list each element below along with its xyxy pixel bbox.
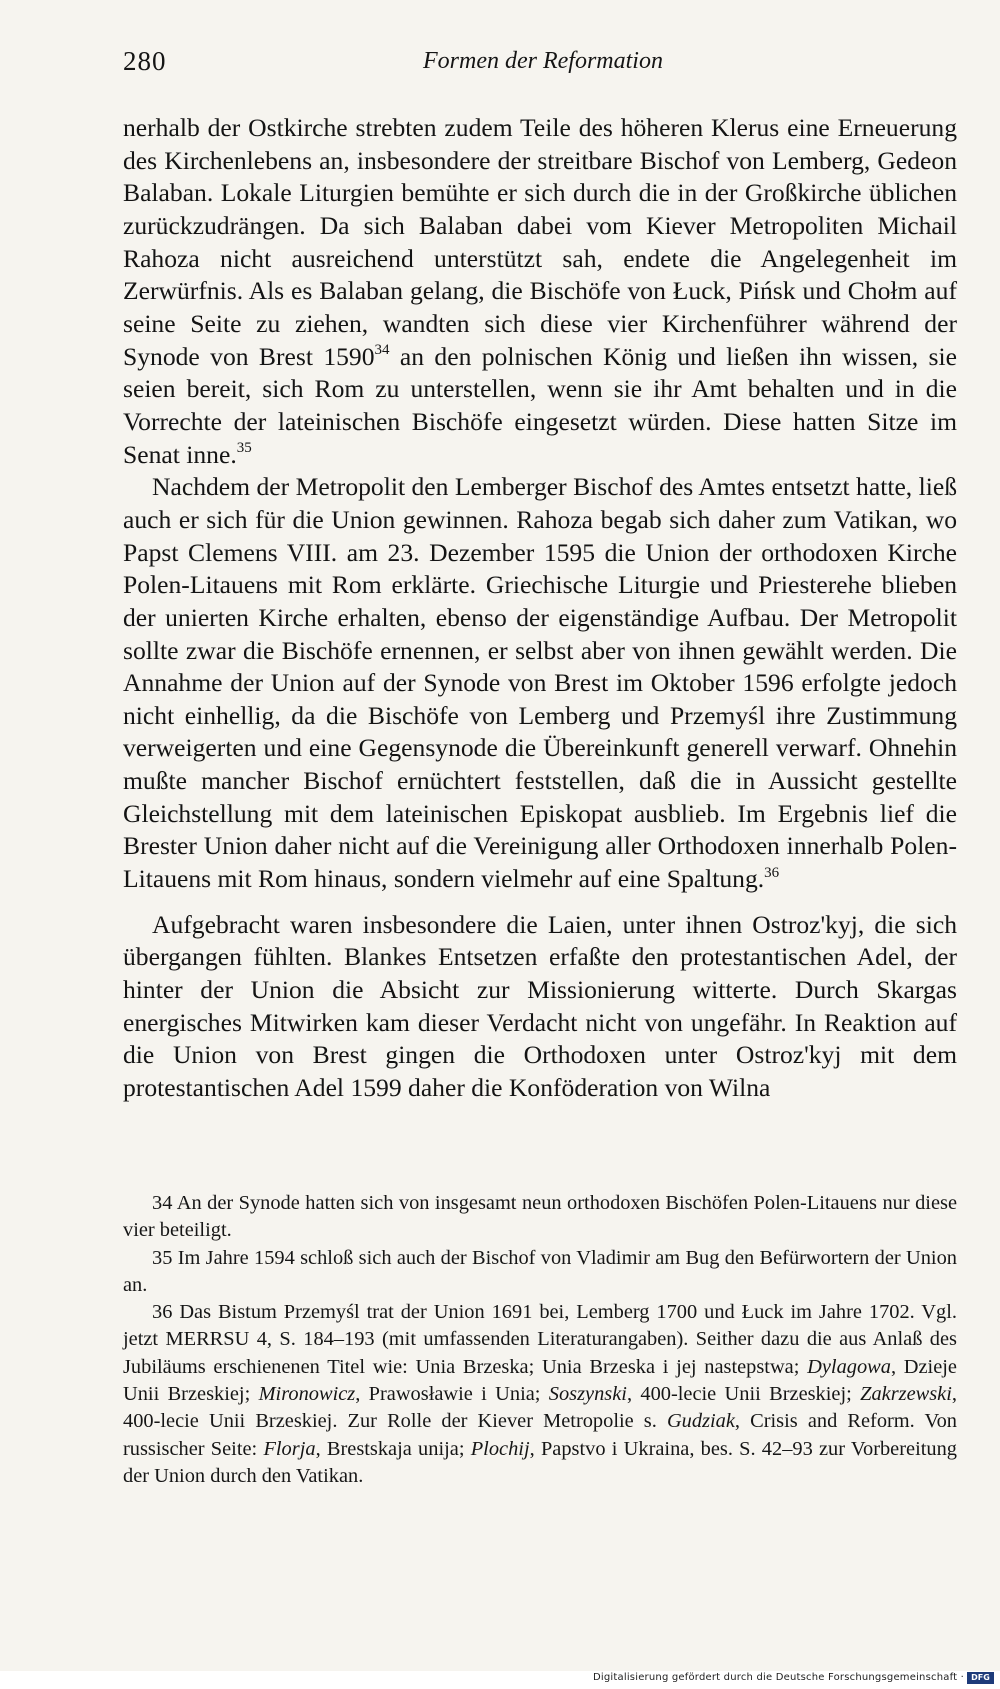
footnote-36-text: , Papstvo i Ukraina, bes. S. 42–93 zur Vorbereitung der Union durch den Vatikan. (123, 1437, 957, 1487)
page-header (123, 46, 953, 86)
digitization-credit: Digitalisierung gefördert durch die Deutsche Forschungsgemeinschaft · (593, 1672, 964, 1683)
footnotes (123, 1190, 957, 1490)
paragraph-3: Aufgebracht waren insbesondere die Laien, unter ihnen Ostroz'kyj, die sich übergangen fühlten. Blankes Entsetzen erfaßte den protestantischen Adel, der hinter der Union die Absicht zur Missionierung witterte. Durch Skargas energisches Mitwirken kam dieser Verdacht nicht von ungefähr. In Reaktion auf die Union von Brest gingen die Orthodoxen unter Ostroz'kyj mit dem protestantischen Adel 1599 daher die Konföderation von Wilna (123, 909, 957, 1103)
author-name: Florja (263, 1437, 316, 1460)
paragraph-1-text-b: an den polnischen König und ließen ihn wissen, sie seien bereit, sich Rom zu unterstellen, wenn sie ihr Amt behalten und in die Vorrechte der lateinischen Bischöfe eingesetzt würden. Diese hatten Sitze im Senat inne. (123, 341, 957, 469)
footnote-35: 35 Im Jahre 1594 schloß sich auch der Bischof von Vladimir am Bug den Befürwortern der Union an. (123, 1246, 957, 1296)
footnote-36-text: , 400-lecie Unii Brzeskiej; (626, 1383, 861, 1406)
paragraph-1 (123, 112, 957, 471)
page-number: 280 (123, 46, 167, 76)
author-name: Zakrzewski (860, 1383, 952, 1406)
main-text (123, 112, 957, 1105)
footnote-36-text: , Crisis and Reform. Von russischer Seite: (123, 1410, 957, 1460)
footnote-36 (123, 1299, 957, 1490)
author-name: Dylagowa (807, 1355, 891, 1378)
author-name: Mironowicz (258, 1383, 356, 1406)
author-name: Plochij (470, 1437, 530, 1460)
author-name: Gudziak (666, 1410, 735, 1433)
footnote-ref-34: 34 (374, 342, 390, 359)
dfg-logo-icon: DFG (967, 1672, 994, 1684)
footnote-36-text: , Prawosławie i Unia; (355, 1383, 549, 1406)
paragraph-1-text-a: nerhalb der Ostkirche strebten zudem Teile des höheren Klerus eine Erneuerung des Kirchenlebens an, insbesondere der streitbare Bischof von Lemberg, Gedeon Balaban. Lokale Liturgien bemühte er sich durch die in der Großkirche üblichen zurückzudrängen. Da sich Balaban dabei vom Kiever Metropoliten Michail Rahoza nicht ausreichend unterstützt sah, endete die Angelegenheit im Zerwürfnis. Als es Balaban gelang, die Bischöfe von Łuck, Pińsk und Chołm auf seine Seite zu ziehen, wandten sich diese vier Kirchenführer während der Synode von Brest 1590 (123, 113, 957, 371)
footnote-34: 34 An der Synode hatten sich von insgesamt neun orthodoxen Bischöfen Polen-Litauens nur diese vier beteiligt. (123, 1192, 957, 1242)
footnote-ref-36: 36 (764, 864, 780, 881)
footnote-36-text: , Brestskaja unija; (315, 1437, 471, 1460)
paragraph-2-text: Nachdem der Metropolit den Lemberger Bischof des Amtes entsetzt hatte, ließ auch er sich für die Union gewinnen. Rahoza begab sich daher zum Vatikan, wo Papst Clemens VIII. am 23. Dezember 1595 die Union der orthodoxen Kirche Polen-Litauens mit Rom erklärte. Griechische Liturgie und Priesterehe blieben der unierten Kirche erhalten, ebenso der eigenständige Aufbau. Der Metropolit sollte zwar die Bischöfe ernennen, er selbst aber von ihnen gewählt werden. Die Annahme der Union auf der Synode von Brest im Oktober 1596 erfolgte jedoch nicht einhellig, da die Bischöfe von Lemberg und Przemyśl ihre Zustimmung verweigerten und eine Gegensynode die Übereinkunft generell verwarf. Ohnehin mußte mancher Bischof ernüchtert feststellen, daß die in Aussicht gestellte Gleichstellung mit dem lateinischen Episkopat ausblieb. Im Ergebnis lief die Brester Union daher nicht auf die Vereinigung aller Orthodoxen innerhalb Polen-Litauens mit Rom hinaus, sondern vielmehr auf eine Spaltung. (123, 472, 957, 894)
footnote-36-text: 36 Das Bistum Przemyśl trat der Union 1691 bei, Lemberg 1700 und Łuck im Jahre 1702. Vgl. jetzt MERRSU 4, S. 184–193 (mit umfassenden Literaturangaben). Seither dazu die aus Anlaß des Jubiläums erschienenen Titel wie: Unia Brzeska; Unia Brzeska i jej nastepstwa; (123, 1301, 957, 1378)
running-title: Formen der Reformation (423, 48, 663, 74)
footnote-ref-35: 35 (236, 440, 252, 457)
footnote-36-text: , 400-lecie Unii Brzeskiej. Zur Rolle der Kiever Metropolie s. (123, 1383, 957, 1433)
footnote-36-text: , Dzieje Unii Brzeskiej; (123, 1355, 957, 1406)
paragraph-2 (123, 471, 957, 896)
author-name: Soszynski (548, 1383, 627, 1406)
